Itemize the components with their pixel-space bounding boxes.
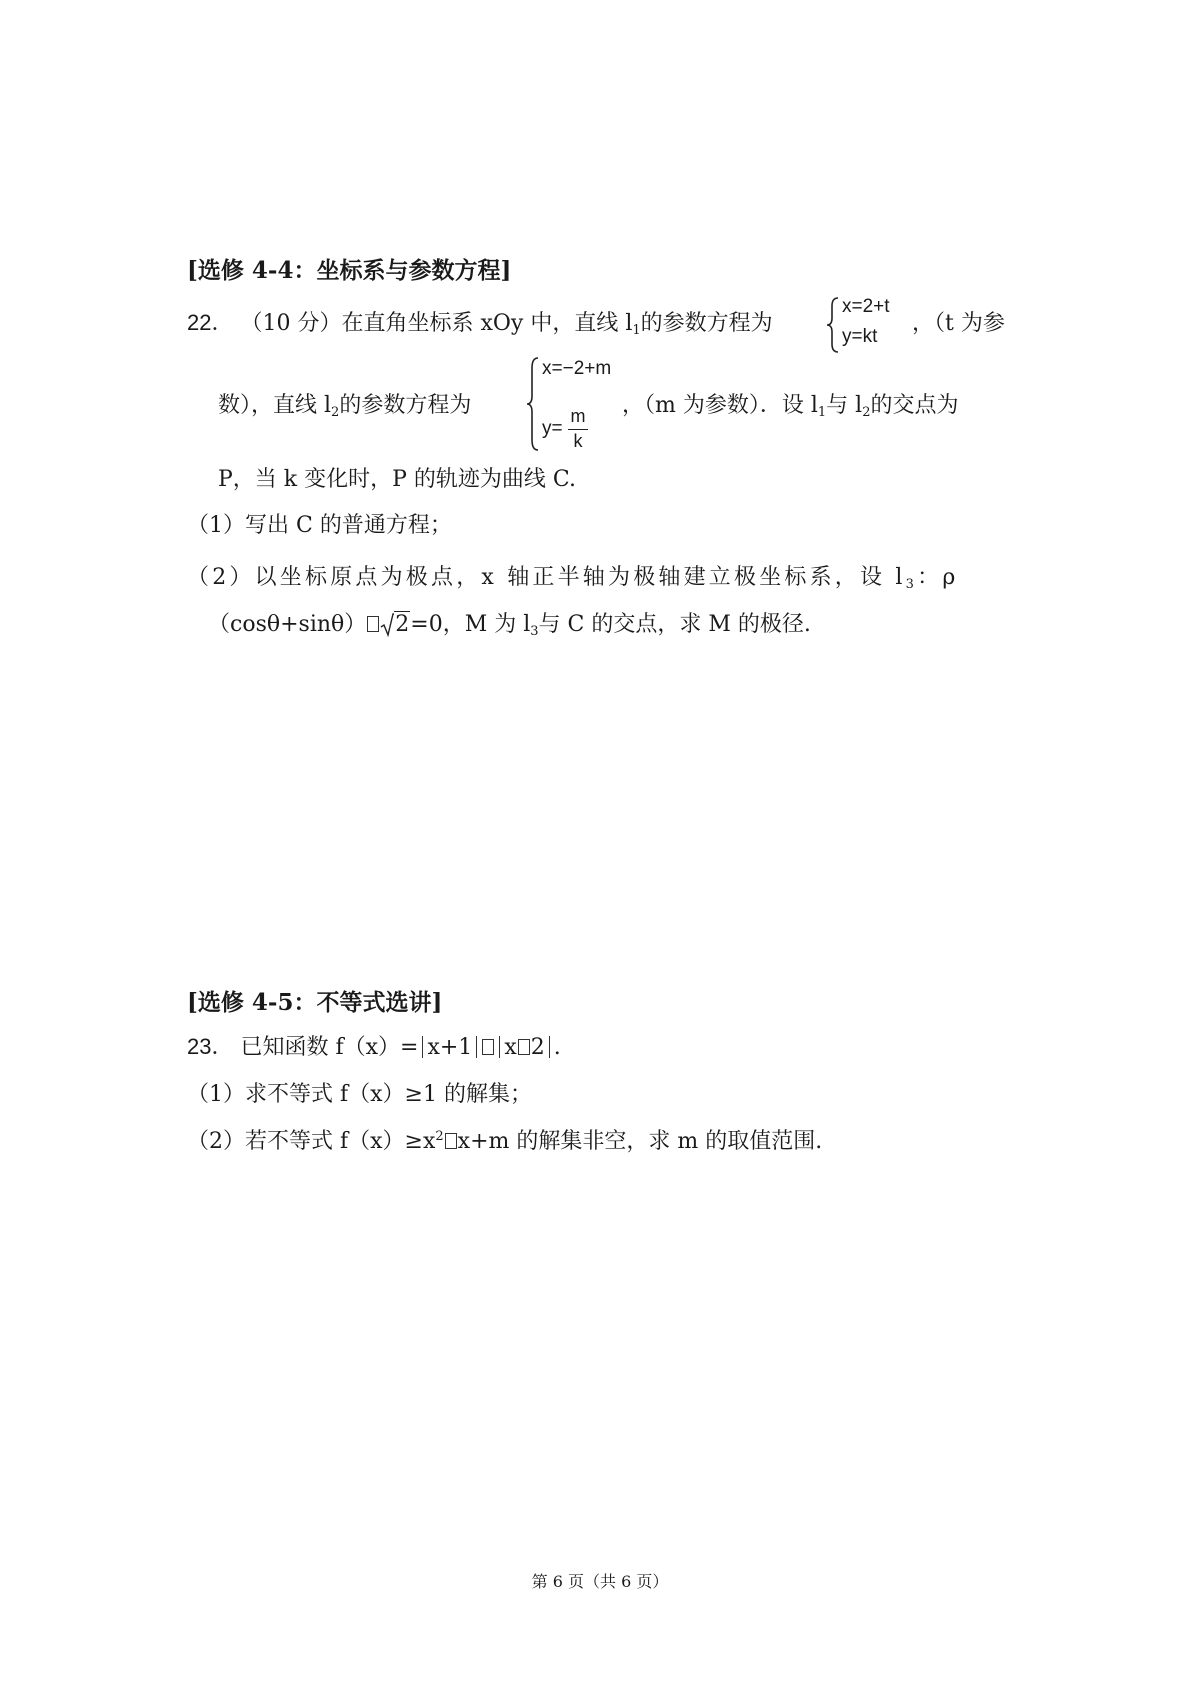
sys2-line1: x=−2+m xyxy=(542,358,612,379)
part2-d: =0，M 为 l xyxy=(410,612,531,637)
problem-23-intro: 已知函数 f（x）= xyxy=(240,1035,419,1060)
line2-b: 的参数方程为 xyxy=(339,393,472,418)
line2-a: 数），直线 l xyxy=(218,393,332,418)
problem-23-line1 xyxy=(187,1030,561,1061)
l3-subscript-b: 3 xyxy=(530,624,539,639)
part2-c: （cosθ+sinθ） xyxy=(208,612,367,637)
problem-22-line2b xyxy=(622,388,959,419)
missing-glyph-icon xyxy=(367,616,379,632)
l3-subscript: 3 xyxy=(905,577,918,592)
abs-expr-2: x xyxy=(504,1035,517,1060)
line2-e: 的交点为 xyxy=(870,393,959,418)
abs-expr-1: x+1 xyxy=(427,1035,473,1060)
parametric-system-l1 xyxy=(826,296,906,354)
line2-c: ，（m 为参数）．设 l xyxy=(622,393,818,418)
problem-22-line3: P，当 k 变化时，P 的轨迹为曲线 C. xyxy=(218,467,576,492)
page-footer: 第 6 页（共 6 页） xyxy=(531,1572,669,1591)
abs-bar xyxy=(422,1036,423,1058)
sqrt-icon xyxy=(380,613,394,637)
problem-22-intro-a: （10 分）在直角坐标系 xOy 中，直线 l xyxy=(240,311,633,336)
fraction-bar xyxy=(568,429,588,430)
part2-a: （2）若不等式 f（x）≥x xyxy=(187,1129,436,1154)
l1-subscript-b: 1 xyxy=(817,405,827,420)
sys2-fraction-denominator: k xyxy=(573,431,583,451)
sys2-y-prefix: y= xyxy=(542,418,563,439)
part2-a: （2）以坐标原点为极点，x 轴正半轴为极轴建立极坐标系，设 l xyxy=(187,565,906,590)
left-brace-icon xyxy=(526,356,540,452)
parametric-system-l2 xyxy=(526,356,626,452)
part2-e: 与 C 的交点，求 M 的极径. xyxy=(538,612,811,637)
part2-b: x+m 的解集非空，求 m 的取值范围. xyxy=(457,1129,823,1154)
problem-22-part2-line2 xyxy=(208,607,811,638)
sys1-line2: y=kt xyxy=(842,326,878,347)
part2-b: ：ρ xyxy=(917,565,959,590)
line2-d: 与 l xyxy=(826,393,863,418)
problem-22-line1 xyxy=(187,306,773,337)
missing-glyph-icon xyxy=(518,1039,530,1055)
exponent: 2 xyxy=(435,1129,444,1144)
problem-22-intro-c: ，（t 为参 xyxy=(912,311,1005,336)
missing-glyph-icon xyxy=(482,1039,494,1055)
sys1-line1: x=2+t xyxy=(842,296,890,317)
problem-23-end: . xyxy=(553,1035,561,1060)
problem-22-intro-b: 的参数方程为 xyxy=(640,311,773,336)
problem-23-part1: （1）求不等式 f（x）≥1 的解集； xyxy=(187,1082,532,1107)
l2-subscript-b: 2 xyxy=(862,405,871,420)
abs-expr-2-b: 2 xyxy=(530,1035,545,1060)
missing-glyph-icon xyxy=(445,1133,457,1149)
sqrt-value: 2 xyxy=(395,612,410,637)
l1-subscript: 1 xyxy=(632,323,641,338)
sys2-fraction-numerator: m xyxy=(570,406,586,426)
problem-22-part1: （1）写出 C 的普通方程； xyxy=(187,513,452,538)
left-brace-icon xyxy=(826,296,840,354)
section-heading-4-5: [选修 4-5：不等式选讲] xyxy=(187,989,443,1016)
section-heading-4-4: [选修 4-4：坐标系与参数方程] xyxy=(187,257,512,284)
abs-bar xyxy=(499,1036,500,1058)
problem-23-part2 xyxy=(187,1124,822,1155)
problem-23-number: 23． xyxy=(187,1034,234,1059)
abs-bar xyxy=(549,1036,550,1058)
abs-bar xyxy=(476,1036,477,1058)
l2-subscript: 2 xyxy=(331,405,340,420)
problem-22-number: 22． xyxy=(187,310,234,335)
problem-22-part2-line1 xyxy=(187,560,958,591)
problem-22-line2a xyxy=(218,388,471,419)
